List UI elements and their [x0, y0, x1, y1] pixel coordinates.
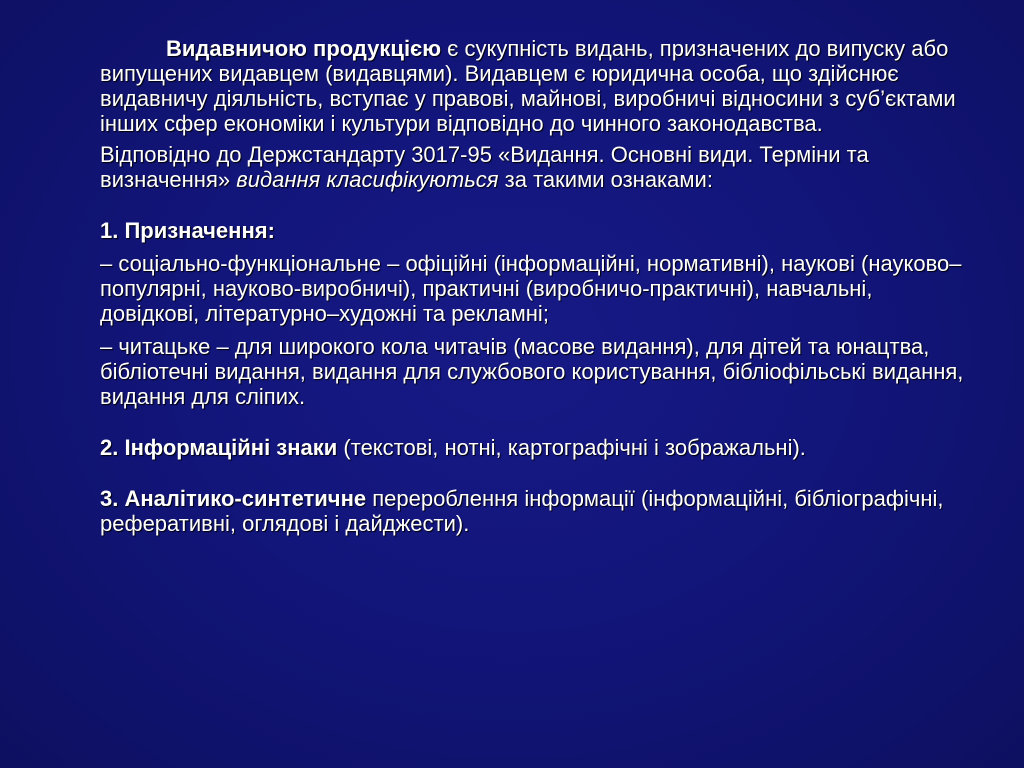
standard-text-before: Відповідно до Держстандарту 3017-95 «Видання. Основні види. Терміни та визначення» — [100, 142, 869, 192]
slide-content — [100, 36, 970, 536]
section3-text: перероблення інформації (інформаційні, бібліографічні, реферативні, оглядові і дайджести). — [100, 486, 944, 536]
intro-definition: є сукупність видань, призначених до випуску або випущених видавцем (видавцями). Видавцем є юридична особа, що здійснює видавничу діяльність, вступає у правові, майнові, виробничі відносини з суб’єктами інших сфер економіки і культури відповідно до чинного законодавства. — [100, 36, 956, 136]
section2-paragraph — [100, 435, 970, 460]
section3-heading: 3. Аналітико-синтетичне — [100, 486, 367, 511]
section1-heading: 1. Призначення: — [100, 218, 275, 243]
standard-italic: видання класифікуються — [236, 167, 499, 192]
section1-item2: – читацьке – для широкого кола читачів (масове видання), для дітей та юнацтва, бібліотечні видання, видання для службового користування, бібліофільські видання, видання для сліпих. — [100, 334, 964, 409]
standard-text-after: за такими ознаками: — [498, 167, 713, 192]
section3-paragraph — [100, 486, 970, 536]
intro-term: Видавничою продукцією — [166, 36, 441, 61]
section2-heading: 2. Інформаційні знаки — [100, 435, 338, 460]
intro-paragraph — [100, 36, 970, 136]
section1-item1: – соціально-функціональне – офіційні (інформаційні, нормативні), наукові (науково–популярні, науково-виробничі), практичні (виробничо-практичні), навчальні, довідкові, літературно–художні та рекламні; — [100, 251, 962, 326]
section2-text: (текстові, нотні, картографічні і зображальні). — [337, 435, 806, 460]
standard-paragraph — [100, 142, 970, 192]
